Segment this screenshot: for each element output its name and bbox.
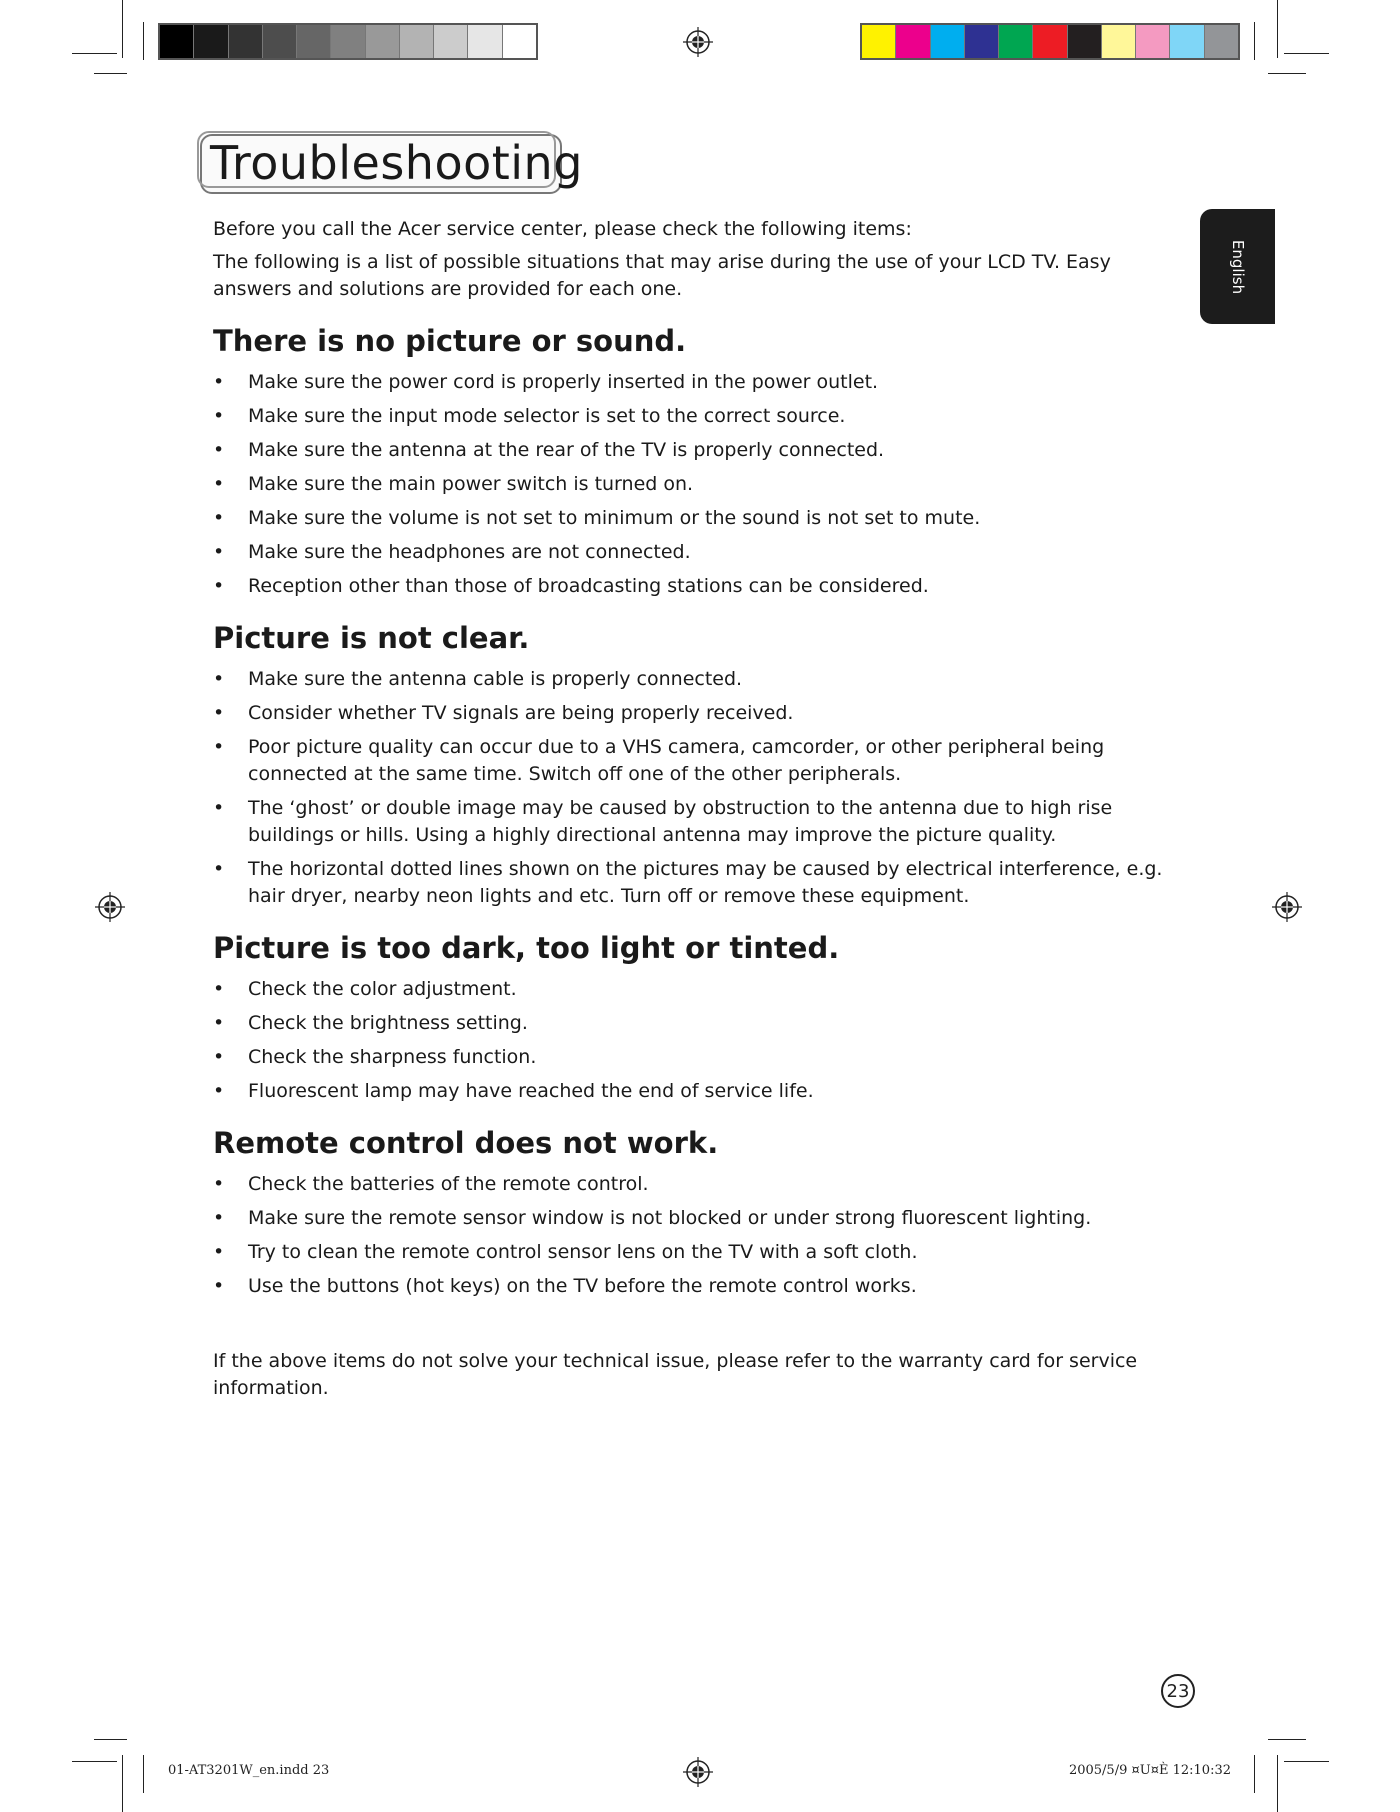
footer-note: If the above items do not solve your technical issue, please refer to the warranty card for service information. xyxy=(213,1350,1138,1399)
crop-mark xyxy=(72,53,117,54)
list-item: • Make sure the remote sensor window is not blocked or under strong fluorescent lighting. xyxy=(213,1205,1173,1232)
crop-mark xyxy=(1254,1755,1255,1793)
section-heading: Remote control does not work. xyxy=(213,1126,719,1160)
intro-text: Before you call the Acer service center, please check the following items: xyxy=(213,218,912,240)
crop-mark xyxy=(1268,1739,1306,1740)
language-tab xyxy=(1200,209,1275,324)
list-item: • Make sure the headphones are not connected. xyxy=(213,539,1173,566)
color-swatch xyxy=(896,25,930,58)
bullet-list xyxy=(213,666,1173,910)
slug-file: 01-AT3201W_en.indd 23 xyxy=(168,1763,330,1778)
crop-mark xyxy=(1277,1755,1278,1812)
crop-mark xyxy=(94,1739,127,1740)
color-swatch xyxy=(1205,25,1238,58)
color-swatch xyxy=(1170,25,1204,58)
intro-text: The following is a list of possible situations that may arise during the use of your LCD TV. Easy answers and solutions are provided for each one. xyxy=(213,251,1111,300)
list-item: • The ‘ghost’ or double image may be caused by obstruction to the antenna due to high rise buildings or hills. Using a highly directional antenna may improve the picture quality. xyxy=(213,795,1173,849)
slug-timestamp: 2005/5/9 ¤U¤È 12:10:32 xyxy=(1068,1763,1231,1778)
crop-mark xyxy=(1254,22,1255,60)
section-no-picture xyxy=(213,323,1173,600)
color-swatch xyxy=(366,25,400,58)
color-swatch xyxy=(331,25,365,58)
list-item: • Make sure the power cord is properly inserted in the power outlet. xyxy=(213,369,1173,396)
color-swatch xyxy=(229,25,263,58)
crop-mark xyxy=(1277,0,1278,58)
crop-mark xyxy=(143,22,144,60)
section-too-dark xyxy=(213,930,1173,1105)
color-swatch xyxy=(1068,25,1102,58)
crop-mark xyxy=(72,1761,117,1762)
crop-mark xyxy=(1284,53,1329,54)
list-item: • Try to clean the remote control sensor lens on the TV with a soft cloth. xyxy=(213,1239,1173,1266)
registration-mark-icon xyxy=(683,1757,713,1787)
bullet-list xyxy=(213,1171,1173,1300)
registration-mark-icon xyxy=(1272,892,1302,922)
list-item: • Make sure the input mode selector is set to the correct source. xyxy=(213,403,1173,430)
list-item: • Check the brightness setting. xyxy=(213,1010,1173,1037)
crop-mark xyxy=(1284,1761,1329,1762)
color-swatch xyxy=(263,25,297,58)
list-item: • Consider whether TV signals are being properly received. xyxy=(213,700,1173,727)
list-item: • Use the buttons (hot keys) on the TV before the remote control works. xyxy=(213,1273,1173,1300)
color-swatch xyxy=(862,25,896,58)
grayscale-bar xyxy=(158,23,538,60)
section-remote xyxy=(213,1125,1173,1300)
page-content xyxy=(213,216,1173,1402)
color-swatch xyxy=(434,25,468,58)
list-item: • Check the color adjustment. xyxy=(213,976,1173,1003)
list-item: • Check the batteries of the remote control. xyxy=(213,1171,1173,1198)
section-not-clear xyxy=(213,620,1173,910)
bullet-list xyxy=(213,369,1173,600)
crop-mark xyxy=(143,1755,144,1793)
page-title: Troubleshooting xyxy=(210,136,583,190)
language-tab-label: English xyxy=(1228,239,1247,294)
color-swatch xyxy=(194,25,228,58)
list-item: • Make sure the volume is not set to minimum or the sound is not set to mute. xyxy=(213,505,1173,532)
page-number: 23 xyxy=(1161,1674,1195,1708)
bullet-list xyxy=(213,976,1173,1105)
crop-mark xyxy=(94,73,127,74)
registration-mark-icon xyxy=(95,892,125,922)
registration-mark-icon xyxy=(683,27,713,57)
crop-mark xyxy=(122,0,123,58)
color-swatch xyxy=(1033,25,1067,58)
color-swatch xyxy=(1102,25,1136,58)
list-item: • Make sure the main power switch is turned on. xyxy=(213,471,1173,498)
color-swatch xyxy=(503,25,536,58)
list-item: • Make sure the antenna at the rear of the TV is properly connected. xyxy=(213,437,1173,464)
color-swatch xyxy=(999,25,1033,58)
color-bar xyxy=(860,23,1240,60)
crop-mark xyxy=(1268,73,1306,74)
list-item: • Make sure the antenna cable is properly connected. xyxy=(213,666,1173,693)
color-swatch xyxy=(1136,25,1170,58)
color-swatch xyxy=(468,25,502,58)
list-item: • Fluorescent lamp may have reached the end of service life. xyxy=(213,1078,1173,1105)
list-item: • Reception other than those of broadcasting stations can be considered. xyxy=(213,573,1173,600)
list-item: • The horizontal dotted lines shown on the pictures may be caused by electrical interference, e.g. hair dryer, nearby neon lights and etc. Turn off or remove these equipment. xyxy=(213,856,1173,910)
color-swatch xyxy=(400,25,434,58)
list-item: • Check the sharpness function. xyxy=(213,1044,1173,1071)
section-heading: Picture is not clear. xyxy=(213,621,530,655)
color-swatch xyxy=(160,25,194,58)
color-swatch xyxy=(931,25,965,58)
list-item: • Poor picture quality can occur due to a VHS camera, camcorder, or other peripheral being connected at the same time. Switch off one of the other peripherals. xyxy=(213,734,1173,788)
section-heading: There is no picture or sound. xyxy=(213,324,687,358)
crop-mark xyxy=(122,1755,123,1812)
section-heading: Picture is too dark, too light or tinted. xyxy=(213,931,840,965)
color-swatch xyxy=(965,25,999,58)
color-swatch xyxy=(297,25,331,58)
